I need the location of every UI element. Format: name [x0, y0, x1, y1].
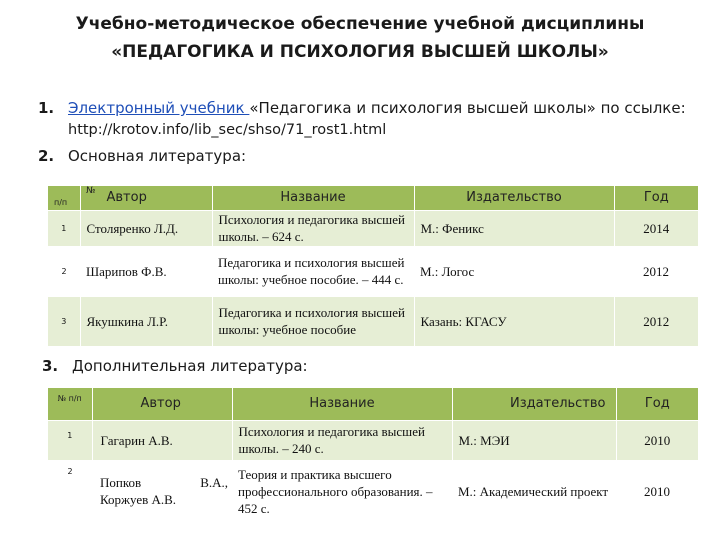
row-year: 2012 [614, 296, 698, 346]
title-line-1: Учебно-методическое обеспечение учебной дисциплины [75, 14, 645, 34]
header-num-top: № [86, 186, 96, 196]
row-num: 1 [48, 210, 80, 246]
page-title [0, 10, 720, 66]
row-year: 2014 [614, 210, 698, 246]
table-row [48, 296, 698, 346]
row-author: Шарипов Ф.В. [80, 246, 212, 296]
header-name: Название [232, 388, 452, 420]
row-publisher: М.: Академический проект [452, 460, 616, 522]
row-num: 1 [48, 420, 92, 460]
row-num: 2 [48, 460, 92, 522]
table-row [48, 460, 698, 522]
row-year: 2010 [616, 460, 698, 522]
header-publisher: Издательство [414, 186, 614, 210]
ebook-url[interactable]: http://krotov.info/lib_sec/shso/71_rost1.html [68, 122, 387, 138]
header-author: Автор [92, 388, 232, 420]
header-name: Название [212, 186, 414, 210]
row-name: Теория и практика высшего профессионального образования. – 452 с. [232, 460, 452, 522]
author-surname: Попков [100, 475, 142, 491]
title-line-2: «ПЕДАГОГИКА И ПСИХОЛОГИЯ ВЫСШЕЙ ШКОЛЫ» [111, 42, 609, 62]
header-year: Год [614, 186, 698, 210]
item-number: 2. [38, 147, 55, 165]
list-item-main-literature [38, 146, 246, 166]
row-year: 2010 [616, 420, 698, 460]
row-num: 3 [48, 296, 80, 346]
author-initials: В.А., [200, 475, 228, 491]
row-year: 2012 [614, 246, 698, 296]
ebook-text: «Педагогика и психология высшей школы» по ссылке: [249, 99, 686, 117]
main-literature-label: Основная литература: [68, 147, 247, 165]
list-item-ebook [38, 98, 686, 118]
row-name: Психология и педагогика высшей школы. – 624 с. [212, 210, 414, 246]
row-author: Гагарин А.В. [92, 420, 232, 460]
author-second: Коржуев А.В. [100, 492, 177, 508]
row-publisher: М.: МЭИ [452, 420, 616, 460]
table-header-row [48, 186, 698, 210]
row-num: 2 [48, 246, 80, 296]
row-name: Педагогика и психология высшей школы: учебное пособие. – 444 с. [212, 246, 414, 296]
item-number: 3. [42, 357, 59, 375]
ebook-link[interactable]: Электронный учебник [68, 99, 250, 117]
extra-literature-table [48, 388, 698, 522]
table-header-row [48, 388, 698, 420]
table-row [48, 246, 698, 296]
row-publisher: Казань: КГАСУ [414, 296, 614, 346]
row-name: Психология и педагогика высшей школы. – 240 с. [232, 420, 452, 460]
row-publisher: М.: Логос [414, 246, 614, 296]
row-publisher: М.: Феникс [414, 210, 614, 246]
row-author: Якушкина Л.Р. [80, 296, 212, 346]
header-num-bottom: п/п [54, 198, 68, 207]
row-author [92, 460, 232, 522]
list-item-extra-literature [42, 356, 308, 376]
extra-literature-label: Дополнительная литература: [72, 357, 308, 375]
header-publisher: Издательство [452, 388, 616, 420]
item-number: 1. [38, 99, 55, 117]
header-num: № п/п [48, 388, 92, 420]
row-name: Педагогика и психология высшей школы: учебное пособие [212, 296, 414, 346]
header-num [48, 186, 96, 210]
table-row [48, 420, 698, 460]
header-author: Автор [80, 186, 212, 210]
table-row [48, 210, 698, 246]
header-year: Год [616, 388, 698, 420]
main-literature-table [48, 186, 698, 346]
row-author: Столяренко Л.Д. [80, 210, 212, 246]
